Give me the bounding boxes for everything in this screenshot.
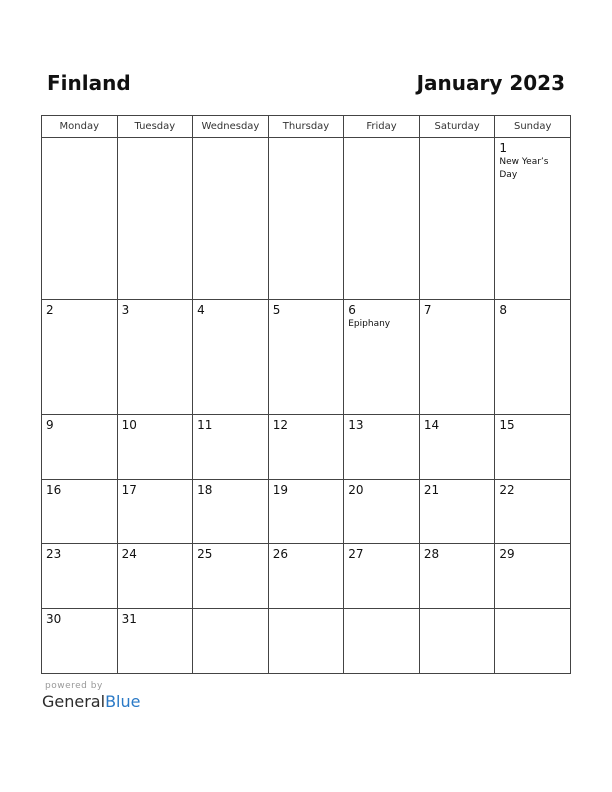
day-cell[interactable] bbox=[42, 414, 118, 479]
day-cell[interactable] bbox=[117, 299, 193, 414]
day-number: 19 bbox=[272, 482, 288, 497]
day-cell[interactable] bbox=[117, 479, 193, 544]
day-cell-content bbox=[495, 300, 570, 317]
day-number: 4 bbox=[197, 302, 205, 317]
day-cell[interactable] bbox=[419, 414, 495, 479]
week-row bbox=[42, 479, 571, 544]
weekday-header: Thursday bbox=[268, 116, 344, 138]
day-cell-content bbox=[193, 138, 268, 141]
day-cell-content bbox=[42, 544, 117, 561]
day-cell-content bbox=[344, 544, 419, 561]
day-cell-content bbox=[118, 138, 193, 141]
day-cell[interactable] bbox=[193, 299, 269, 414]
day-cell[interactable] bbox=[193, 414, 269, 479]
month-year-title: January 2023 bbox=[416, 71, 565, 95]
day-cell[interactable] bbox=[42, 299, 118, 414]
day-cell-content bbox=[420, 544, 495, 561]
day-cell[interactable] bbox=[419, 544, 495, 609]
day-number: 31 bbox=[121, 612, 137, 627]
day-cell-content bbox=[118, 480, 193, 497]
day-cell[interactable] bbox=[495, 544, 571, 609]
day-cell[interactable] bbox=[193, 479, 269, 544]
day-cell-content bbox=[269, 300, 344, 317]
day-cell-content bbox=[420, 300, 495, 317]
day-cell-content bbox=[193, 415, 268, 432]
day-number: 5 bbox=[272, 302, 281, 317]
week-row bbox=[42, 609, 571, 674]
weekday-header: Sunday bbox=[495, 116, 571, 138]
day-number: 8 bbox=[499, 302, 508, 317]
day-cell-content bbox=[420, 480, 495, 497]
day-cell-content bbox=[420, 609, 495, 612]
day-cell[interactable] bbox=[117, 414, 193, 479]
day-cell[interactable] bbox=[495, 138, 571, 300]
week-row bbox=[42, 414, 571, 479]
day-cell[interactable] bbox=[344, 414, 420, 479]
day-cell-content bbox=[420, 138, 495, 141]
day-cell-content bbox=[269, 609, 344, 612]
day-cell-content bbox=[344, 300, 419, 331]
weekday-header: Friday bbox=[344, 116, 420, 138]
day-number: 17 bbox=[121, 482, 137, 497]
day-cell-content bbox=[344, 480, 419, 497]
day-cell[interactable] bbox=[268, 479, 344, 544]
day-cell[interactable] bbox=[268, 414, 344, 479]
week-row bbox=[42, 544, 571, 609]
day-number: 21 bbox=[423, 482, 440, 497]
day-number: 6 bbox=[348, 302, 356, 317]
brand-general-text: General bbox=[42, 692, 106, 711]
day-number: 16 bbox=[46, 482, 62, 497]
calendar-grid bbox=[41, 115, 571, 674]
day-number: 3 bbox=[121, 302, 130, 317]
day-cell[interactable] bbox=[117, 544, 193, 609]
empty-day-cell bbox=[344, 609, 420, 674]
footer-branding bbox=[42, 681, 140, 711]
day-cell[interactable] bbox=[268, 299, 344, 414]
day-number: 7 bbox=[423, 302, 432, 317]
empty-day-cell bbox=[193, 609, 269, 674]
day-number: 14 bbox=[423, 417, 440, 432]
day-cell-content bbox=[495, 480, 570, 497]
day-number: 30 bbox=[46, 612, 62, 627]
day-number: 1 bbox=[499, 141, 508, 155]
day-cell-content bbox=[118, 300, 193, 317]
empty-day-cell bbox=[495, 609, 571, 674]
day-number: 29 bbox=[499, 547, 515, 562]
day-cell-content bbox=[269, 480, 344, 497]
day-number: 15 bbox=[499, 417, 515, 432]
holiday-label: New Year’s Day bbox=[499, 157, 549, 180]
day-cell-content bbox=[118, 544, 193, 561]
day-cell[interactable] bbox=[42, 479, 118, 544]
day-cell[interactable] bbox=[495, 479, 571, 544]
day-number: 9 bbox=[46, 417, 54, 432]
day-cell-content bbox=[269, 544, 344, 561]
day-cell-content bbox=[344, 138, 419, 141]
powered-by-text: powered by bbox=[45, 681, 103, 691]
empty-day-cell bbox=[42, 138, 118, 300]
day-number: 28 bbox=[423, 547, 440, 562]
day-number: 20 bbox=[348, 482, 364, 497]
empty-day-cell bbox=[117, 138, 193, 300]
day-cell-content bbox=[193, 300, 268, 317]
day-cell-content bbox=[344, 609, 419, 612]
day-cell[interactable] bbox=[344, 479, 420, 544]
brand-blue-text: Blue bbox=[105, 692, 141, 711]
day-cell-content bbox=[118, 609, 193, 626]
day-cell[interactable] bbox=[193, 544, 269, 609]
day-cell[interactable] bbox=[495, 299, 571, 414]
day-number: 11 bbox=[197, 417, 213, 432]
day-cell-content bbox=[42, 609, 117, 626]
day-cell[interactable] bbox=[344, 299, 420, 414]
day-cell[interactable] bbox=[495, 414, 571, 479]
day-cell-content bbox=[420, 415, 495, 432]
day-cell-content bbox=[42, 415, 117, 432]
day-number: 27 bbox=[348, 547, 364, 562]
empty-day-cell bbox=[344, 138, 420, 300]
day-cell-content bbox=[269, 138, 344, 141]
day-cell[interactable] bbox=[42, 609, 118, 674]
day-number: 13 bbox=[348, 417, 364, 432]
holiday-label: Epiphany bbox=[348, 318, 391, 329]
day-cell-content bbox=[193, 609, 268, 612]
day-cell[interactable] bbox=[419, 479, 495, 544]
day-cell[interactable] bbox=[117, 609, 193, 674]
day-cell-content bbox=[42, 480, 117, 497]
weekday-header: Wednesday bbox=[193, 116, 269, 138]
empty-day-cell bbox=[419, 138, 495, 300]
day-cell-content bbox=[495, 415, 570, 432]
day-number: 2 bbox=[46, 302, 54, 317]
day-cell-content bbox=[42, 300, 117, 317]
day-cell-content bbox=[495, 544, 570, 561]
brand-logo[interactable] bbox=[42, 692, 140, 711]
week-row bbox=[42, 138, 571, 300]
day-cell-content bbox=[193, 544, 268, 561]
week-row bbox=[42, 299, 571, 414]
day-number: 25 bbox=[197, 547, 213, 562]
day-cell-content bbox=[269, 415, 344, 432]
day-cell[interactable] bbox=[419, 299, 495, 414]
day-number: 26 bbox=[272, 547, 288, 562]
country-title: Finland bbox=[47, 71, 131, 95]
weekday-header-row bbox=[42, 116, 571, 138]
empty-day-cell bbox=[268, 138, 344, 300]
weekday-header: Saturday bbox=[419, 116, 495, 138]
empty-day-cell bbox=[268, 609, 344, 674]
day-cell-content bbox=[495, 609, 570, 612]
day-number: 22 bbox=[499, 482, 515, 497]
day-cell[interactable] bbox=[42, 544, 118, 609]
day-number: 12 bbox=[272, 417, 288, 432]
day-number: 24 bbox=[121, 547, 137, 562]
day-cell-content bbox=[42, 138, 117, 141]
day-cell-content bbox=[495, 138, 570, 182]
day-number: 10 bbox=[121, 417, 137, 432]
day-cell-content bbox=[344, 415, 419, 432]
day-cell-content bbox=[193, 480, 268, 497]
day-number: 18 bbox=[197, 482, 213, 497]
day-cell[interactable] bbox=[344, 544, 420, 609]
empty-day-cell bbox=[419, 609, 495, 674]
day-cell[interactable] bbox=[268, 544, 344, 609]
weekday-header: Monday bbox=[42, 116, 118, 138]
empty-day-cell bbox=[193, 138, 269, 300]
day-cell-content bbox=[118, 415, 193, 432]
day-number: 23 bbox=[46, 547, 62, 562]
weekday-header: Tuesday bbox=[117, 116, 193, 138]
